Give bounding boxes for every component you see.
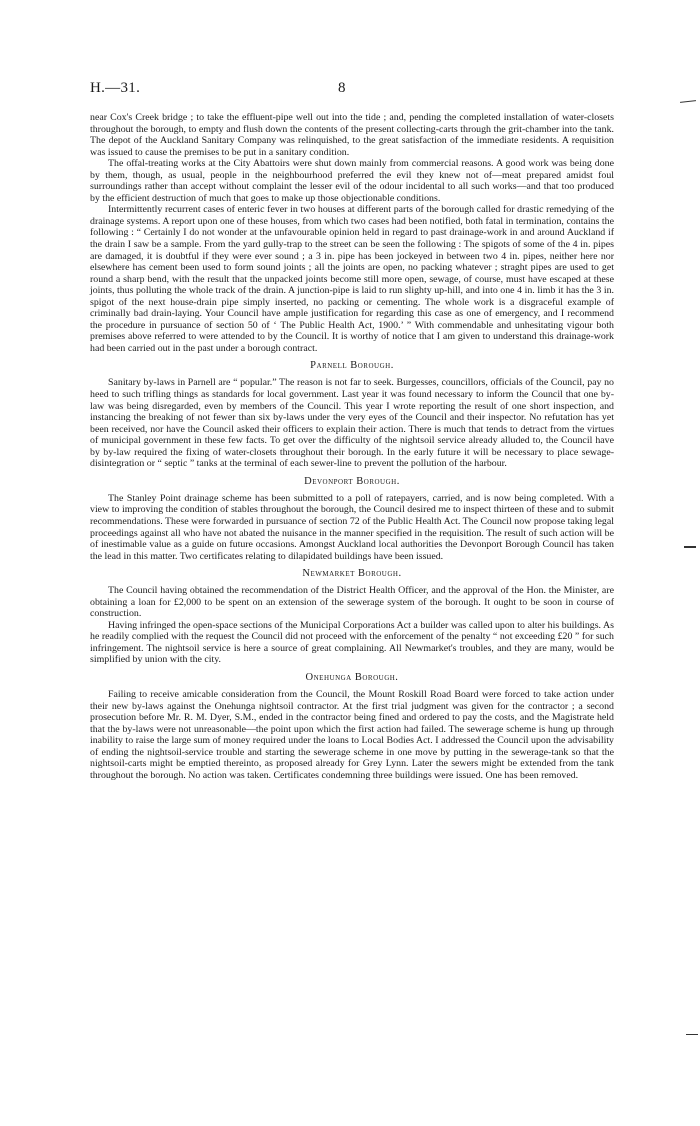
paragraph: Sanitary by-laws in Parnell are “ popular.” The reason is not far to seek. Burgesses, councillors, officials of the Council, pay no heed to such trifling things as standards for local government. Last year it was found necessary to inform the Council that one by-law was being disregarded, even by members of the Council. This year I wrote reporting the result of one short inspection, and instancing the breaking of not fewer than six by-laws under the very eyes of the Council and their inspector. No refutation has yet been received, nor have the Council asked their officers to explain their action. There is much that tends to detract from the virtues of municipal government in these few facts. To get over the difficulty of the nightsoil service already alluded to, the Council have by by-law required the fixing of water-closets throughout their borough. In the early future it will be necessary to place sewage-disintegration or “ septic ” tanks at the terminal of each sewer-line to prevent the pollution of the harbour. xyxy=(90,377,614,470)
document-body xyxy=(90,112,614,781)
section-heading: Newmarket Borough. xyxy=(302,568,402,580)
paragraph: Having infringed the open-space sections of the Municipal Corporations Act a builder was called upon to alter his buildings. As he readily complied with the request the Council did not proceed with the enforcement of the penalty “ not exceeding £20 ” for such infringement. The nightsoil service is here a source of great complaining. All Newmarket's troubles, and they are many, would be simplified by union with the city. xyxy=(90,619,614,666)
section-heading: Devonport Borough. xyxy=(304,475,400,487)
margin-scan-mark xyxy=(686,1034,698,1035)
paragraph: Failing to receive amicable consideration from the Council, the Mount Roskill Road Board were forced to take action under their new by-laws against the Onehunga nightsoil contractor. At the first trial judgment was given for the contractor ; a second prosecution before Mr. R. M. Dyer, S.M., ended in the contractor being fined and ordered to pay the costs, and the Magistrate held that the by-laws were not unreasonable—the point upon which the first action had failed. The sewerage scheme is hung up through inability to raise the large sum of money required under the loans to Local Bodies Act. I addressed the Council upon the advisability of ending the nightsoil-service trouble and starting the sewerage scheme in one move by putting in the sewerage-tank so that the nightsoil-carts might be emptied thereinto, as proposed already for Grey Lynn. Later the sewers might be extended from the tank throughout the borough. No action was taken. Certificates condemning three buildings were issued. One has been removed. xyxy=(90,688,614,781)
section-newmarket-borough xyxy=(90,568,614,666)
margin-scan-mark xyxy=(680,100,696,103)
paragraph: The Council having obtained the recommendation of the District Health Officer, and the approval of the Hon. the Minister, are obtaining a loan for £2,000 to be spent on an extension of the sewerage system of the borough. It ought to be soon in course of construction. xyxy=(90,585,614,620)
parliamentary-paper-reference: H.—31. xyxy=(90,80,141,96)
section-heading: Parnell Borough. xyxy=(310,360,394,372)
paragraph: The Stanley Point drainage scheme has been submitted to a poll of ratepayers, carried, and is now being completed. With a view to improving the condition of stables throughout the borough, the Council desired me to inspect thirteen of these and to submit recommendations. These were forwarded in pursuance of section 72 of the Public Health Act. The Council now propose taking legal proceedings against all who have not abated the nuisance in the manner specified in the requisition. The result of such action will be of inestimable value as a guide on future occasions. Amongst Auckland local authorities the Devonport Borough Council has taken the lead in this matter. Two certificates relating to dilapidated buildings have been issued. xyxy=(90,492,614,562)
section-devonport-borough xyxy=(90,476,614,562)
section-city-continued xyxy=(90,112,614,354)
margin-scan-mark xyxy=(684,546,696,548)
section-onehunga-borough xyxy=(90,672,614,781)
paragraph: Intermittently recurrent cases of enteric fever in two houses at different parts of the borough called for drastic remedying of the drainage systems. A report upon one of these houses, from which two cases had been notified, both fatal in termination, contains the following : “ Certainly I do not wonder at the unfavourable opinion held in regard to past drainage-work in and around Auckland if the drain I saw be a sample. From the yard gully-trap to the street can be seen the following : The spigots of some of the 4 in. pipes are damaged, it is doubtful if they were ever sound ; a 3 in. pipe has been jockeyed in between two 4 in. pipes, neither here nor elsewhere has cement been used to form sound joints ; all the joints are open, no packing whatever ; straght pipes are used to get round a sharp bend, with the result that the unpacked joints become still more open, sewage, of course, must have escaped at these joints, thus polluting the whole track of the drain. A junction-pipe is laid to run slighty up-hill, and into one 4 in. limb it has the 3 in. spigot of the next house-drain pipe simply inserted, no packing or cementing. The whole work is a disgraceful example of criminally bad drain-laying. Your Council have ample justification for regarding this case as one of emergency, and I recommend the procedure in pursuance of section 50 of ‘ The Public Health Act, 1900.’ ” With commendable and unhesitating vigour both premises above referred to were attended to by the Council. It is worthy of notice that I am given to understand this drainage-work had been carried out in the past under a borough contract. xyxy=(90,204,614,354)
paragraph: near Cox's Creek bridge ; to take the effluent-pipe well out into the tide ; and, pending the completed installation of water-closets throughout the borough, to empty and flush down the contents of the present collecting-carts through the grit-chamber into the tank. The depot of the Auckland Sanitary Company was relinquished, to the great satisfaction of the immediate residents. A requisition was issued to cause the premises to be put in a sanitary condition. xyxy=(90,112,614,158)
section-heading: Onehunga Borough. xyxy=(305,671,399,683)
paragraph: The offal-treating works at the City Abattoirs were shut down mainly from commercial reasons. A good work was being done by them, though, as usual, people in the neighbourhood preferred the evil they knew not of—meat prepared amidst foul surroundings rather than accept without complaint the lesser evil of the odour incidental to all such works—and that too produced by the efficient destruction of much that goes to make up those objectionable conditions. xyxy=(90,158,614,204)
page-header xyxy=(90,80,610,102)
page-number: 8 xyxy=(338,80,346,96)
section-parnell-borough xyxy=(90,360,614,469)
